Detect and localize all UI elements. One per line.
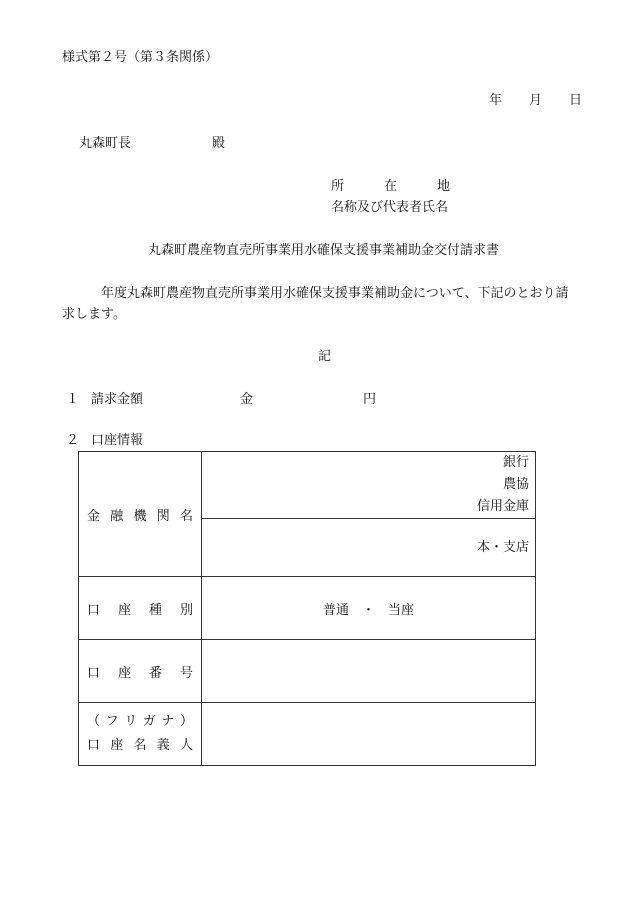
holder-value-cell[interactable] — [202, 703, 536, 766]
date-year: 年 — [489, 93, 503, 108]
type-options: 普通 ・ 当座 — [322, 602, 414, 618]
item2-number: ２ — [66, 433, 80, 448]
holder-label: 口 座 名 義 人 — [87, 738, 193, 753]
date-month: 月 — [529, 93, 543, 108]
branch-cell[interactable] — [202, 519, 536, 577]
item1-kin: 金 — [240, 392, 254, 407]
holder-label-cell — [79, 703, 202, 766]
address-label-2: 在 — [384, 179, 398, 194]
number-value-cell[interactable] — [202, 640, 536, 703]
number-label-cell — [79, 640, 202, 703]
ki-heading: 記 — [318, 349, 332, 364]
form-number: 様式第２号（第３条関係） — [62, 50, 219, 65]
addressee-honorific: 殿 — [212, 136, 226, 151]
document-title: 丸森町農産物直売所事業用水確保支援事業補助金交付請求書 — [148, 243, 500, 258]
address-label-1: 所 — [331, 179, 345, 194]
table-row — [79, 577, 536, 640]
addressee-title: 丸森町長 — [79, 136, 132, 151]
item1-yen: 円 — [363, 392, 377, 407]
type-label: 口 座 種 別 — [87, 602, 193, 618]
table-row — [79, 452, 536, 519]
table-row — [79, 640, 536, 703]
item1-number: １ — [66, 392, 80, 407]
account-table — [78, 451, 536, 766]
bank-type-bank: 銀行 — [502, 455, 529, 470]
bank-name-cell[interactable] — [202, 452, 536, 519]
branch-label: 本・支店 — [476, 539, 529, 555]
body-line-1: 年度丸森町農産物直売所事業用水確保支援事業補助金について、下記のとおり請 — [101, 286, 569, 301]
name-label: 名称及び代表者氏名 — [331, 200, 449, 215]
type-label-cell — [79, 577, 202, 640]
body-line-2: 求します。 — [62, 307, 126, 322]
number-label: 口 座 番 号 — [87, 665, 193, 681]
address-label-3: 地 — [437, 179, 451, 194]
table-row — [79, 703, 536, 766]
date-day: 日 — [569, 93, 583, 108]
bank-type-ja: 農協 — [502, 477, 529, 492]
furigana-label: （ フ リ ガ ナ ） — [87, 714, 193, 729]
bank-type-shinkin: 信用金庫 — [476, 499, 529, 514]
bank-label-cell — [79, 452, 202, 577]
bank-label: 金 融 機 関 名 — [87, 508, 193, 524]
item1-label: 請求金額 — [91, 392, 144, 407]
type-options-cell[interactable] — [202, 577, 536, 640]
item2-label: 口座情報 — [91, 433, 144, 448]
